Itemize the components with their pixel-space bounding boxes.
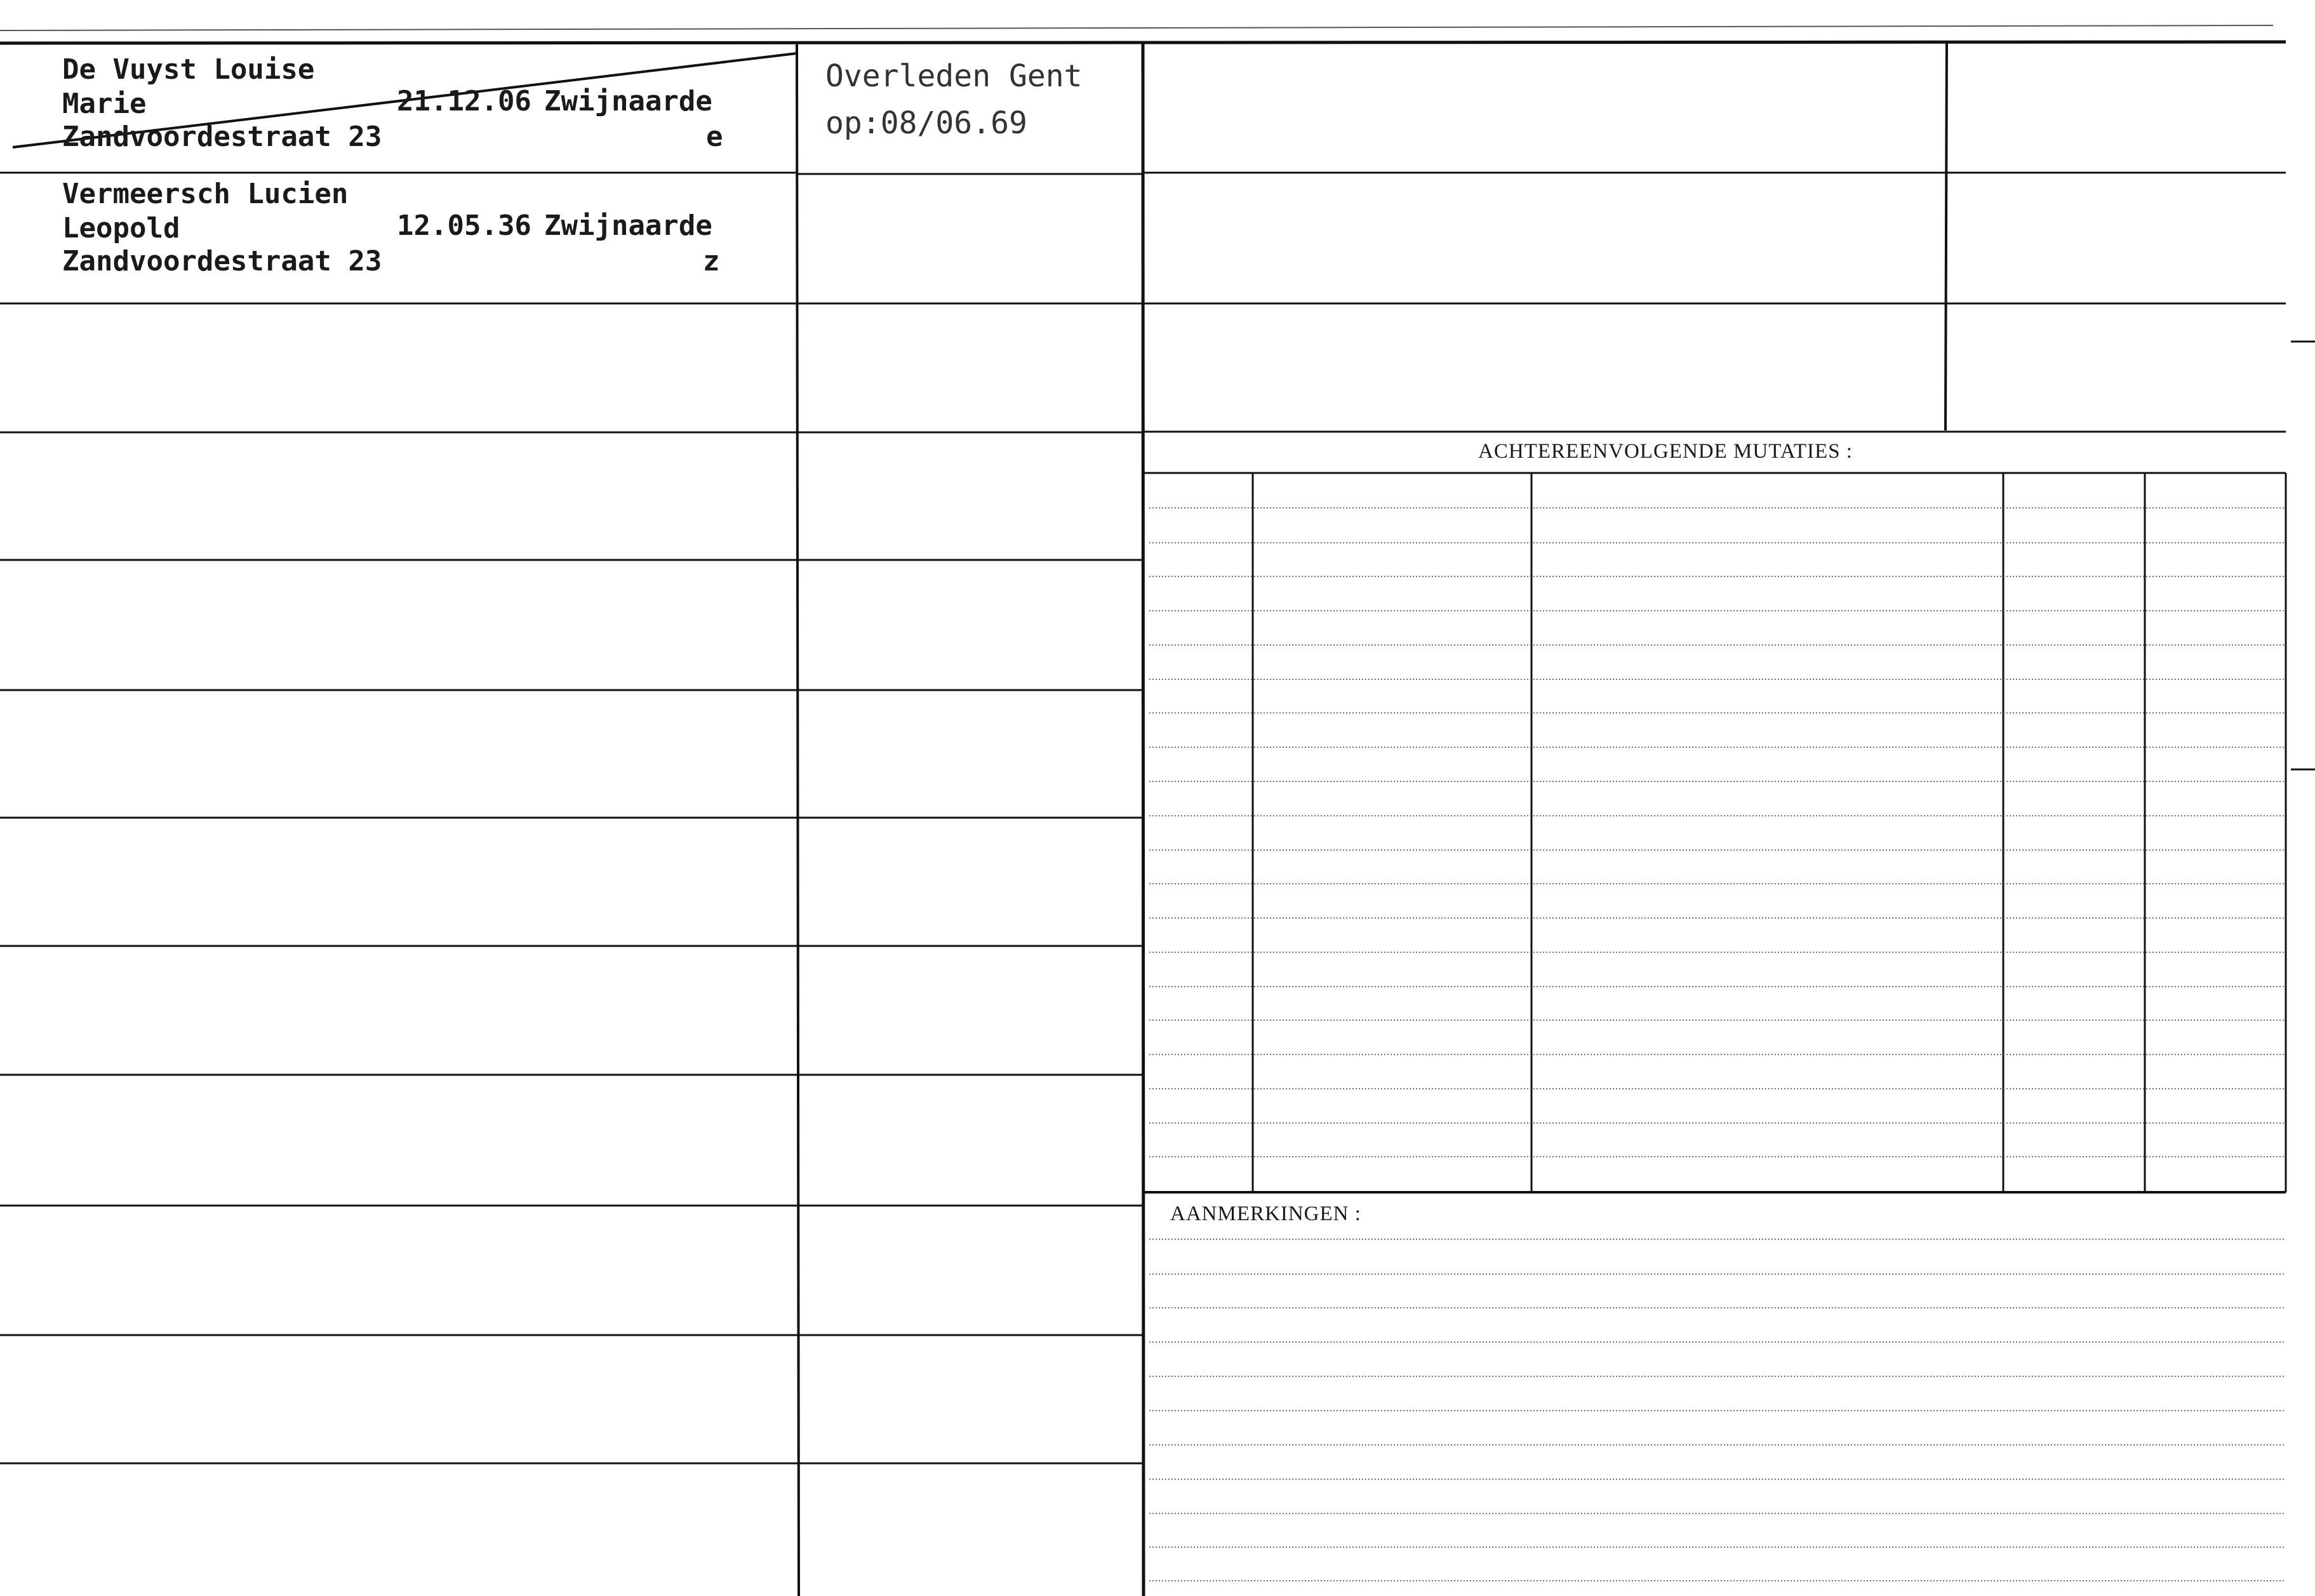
top-border [0, 42, 2286, 43]
entry-1-birth-place: Zwijnaarde [544, 85, 712, 117]
entry-2-name-line2: Leopold [62, 212, 180, 244]
entry-1-name-line1: De Vuyst Louise [62, 53, 315, 86]
notes-header: AANMERKINGEN : [1170, 1202, 1361, 1225]
mutations-dotted-rows [1149, 508, 2286, 1157]
entry-2-mark: z [703, 245, 720, 277]
mutations-header: ACHTEREENVOLGENDE MUTATIES : [1478, 440, 1853, 463]
top-edge-line [0, 25, 2273, 30]
remark-line2: op:08/06.69 [825, 105, 1027, 141]
entry-1-address: Zandvoordestraat 23 [62, 121, 382, 153]
column-divider-3 [1945, 43, 1947, 430]
notes-dotted-rows [1149, 1239, 2286, 1581]
entry-1-mark: e [706, 121, 723, 153]
column-divider-2 [1143, 43, 1144, 1596]
entry-2-birth-place: Zwijnaarde [544, 209, 712, 242]
entry-2-birth-date: 12.05.36 [397, 209, 531, 242]
remark-line1: Overleden Gent [825, 58, 1083, 94]
entry-2-address: Zandvoordestraat 23 [62, 245, 382, 277]
column-divider-1 [797, 43, 799, 1596]
entry-1-name-line2: Marie [62, 88, 147, 120]
mutations-column-lines [1253, 473, 2145, 1192]
right-upper-lines [1143, 173, 2286, 432]
entry-1-birth-date: 21.12.06 [397, 85, 531, 117]
entry-2-name-line1: Vermeersch Lucien [62, 178, 349, 210]
left-row-lines [0, 303, 1143, 1463]
